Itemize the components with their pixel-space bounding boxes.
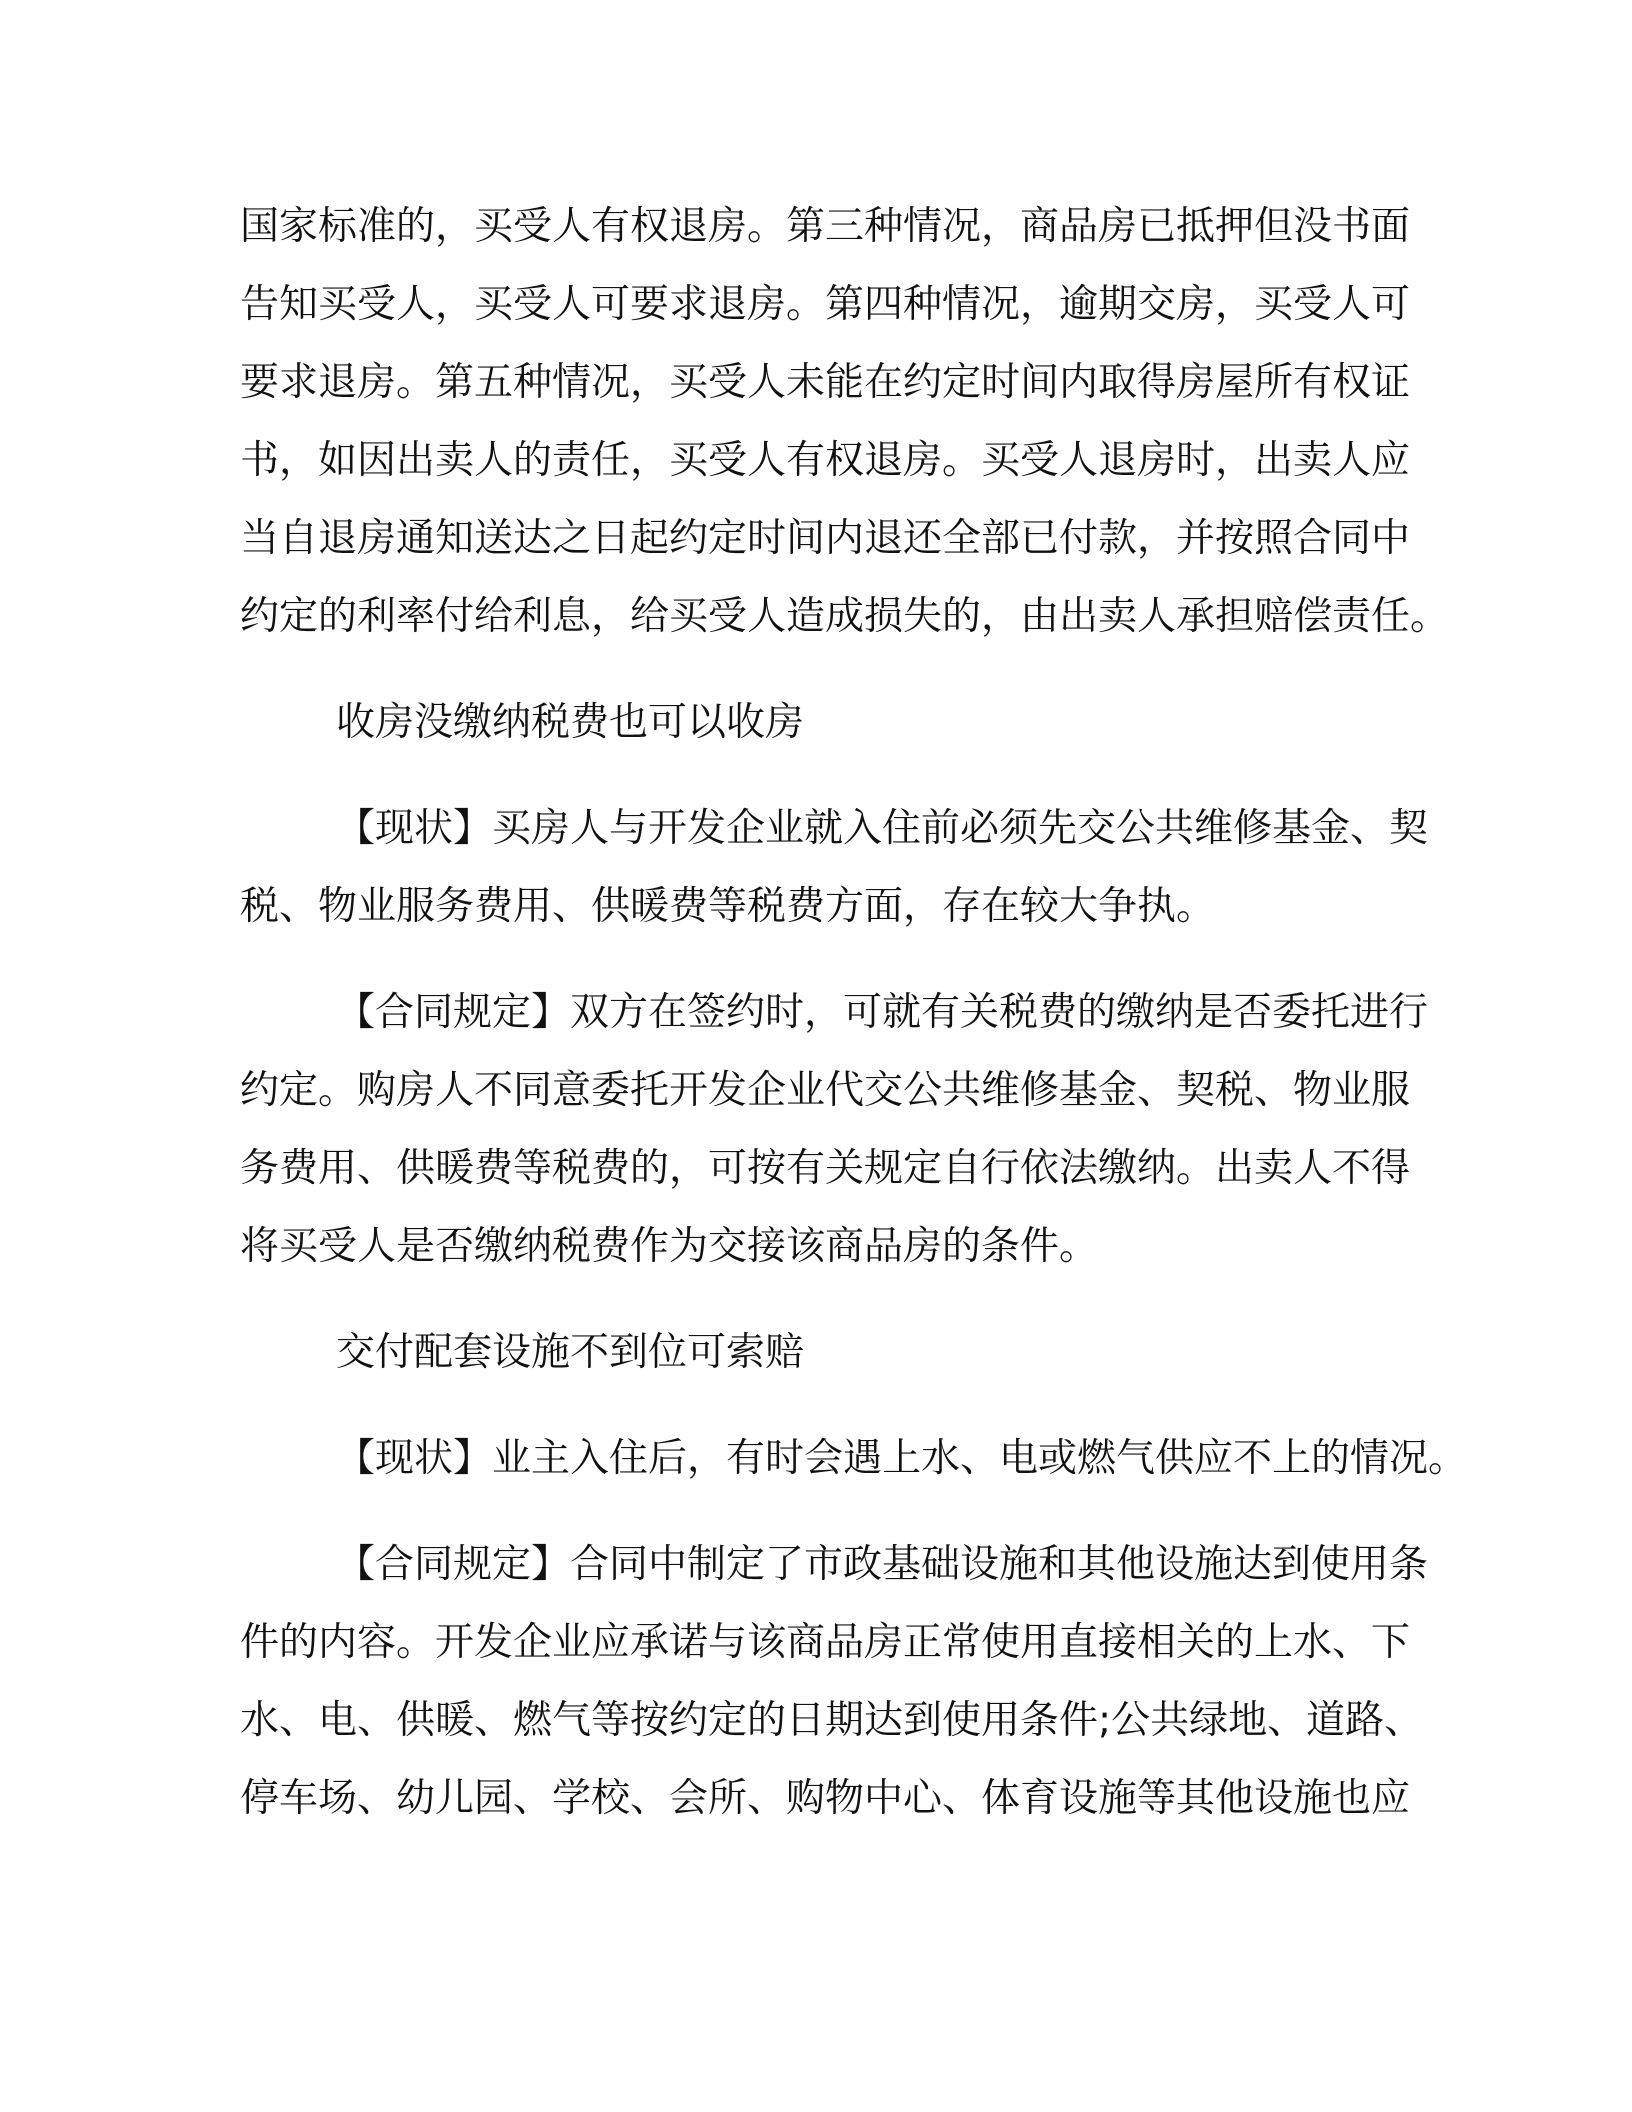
text-line: 当自退房通知送达之日起约定时间内退还全部已付款，并按照合同中 [240,516,1411,561]
paragraph-facilities-contract [240,1526,1429,1838]
text-line: 【现状】买房人与开发企业就入住前必须先交公共维修基金、契 [336,806,1429,851]
text-line: 务费用、供暖费等税费的，可按有关规定自行依法缴纳。出卖人不得 [240,1146,1411,1191]
heading-text: 收房没缴纳税费也可以收房 [336,700,805,745]
text-line: 停车场、幼儿园、学校、会所、购物中心、体育设施等其他设施也应 [240,1776,1411,1821]
text-line: 水、电、供暖、燃气等按约定的日期达到使用条件;公共绿地、道路、 [240,1698,1424,1743]
text-line: 【合同规定】合同中制定了市政基础设施和其他设施达到使用条 [336,1542,1429,1587]
text-line: 约定的利率付给利息，给买受人造成损失的，由出卖人承担赔偿责任。 [240,594,1450,639]
text-line: 【现状】业主入住后，有时会遇上水、电或燃气供应不上的情况。 [336,1436,1468,1481]
text-line: 件的内容。开发企业应承诺与该商品房正常使用直接相关的上水、下 [240,1620,1411,1665]
paragraph-facilities-status [240,1420,1468,1498]
text-line: 书，如因出卖人的责任，买受人有权退房。买受人退房时，出卖人应 [240,438,1411,483]
text-line: 约定。购房人不同意委托开发企业代交公共维修基金、契税、物业服 [240,1068,1411,1113]
text-line: 国家标准的，买受人有权退房。第三种情况，商品房已抵押但没书面 [240,204,1411,249]
section-heading-taxes [240,684,1410,762]
heading-text: 交付配套设施不到位可索赔 [336,1330,805,1375]
text-line: 将买受人是否缴纳税费作为交接该商品房的条件。 [240,1224,1099,1269]
text-line: 告知买受人，买受人可要求退房。第四种情况，逾期交房，买受人可 [240,282,1411,327]
paragraph-taxes-status [240,790,1429,946]
document-body [240,188,1468,1838]
paragraph-refund-conditions [240,188,1450,656]
text-line: 要求退房。第五种情况，买受人未能在约定时间内取得房屋所有权证 [240,360,1411,405]
paragraph-taxes-contract [240,974,1429,1286]
section-heading-facilities [240,1314,1410,1392]
text-line: 【合同规定】双方在签约时，可就有关税费的缴纳是否委托进行 [336,990,1429,1035]
text-line: 税、物业服务费用、供暖费等税费方面，存在较大争执。 [240,884,1216,929]
